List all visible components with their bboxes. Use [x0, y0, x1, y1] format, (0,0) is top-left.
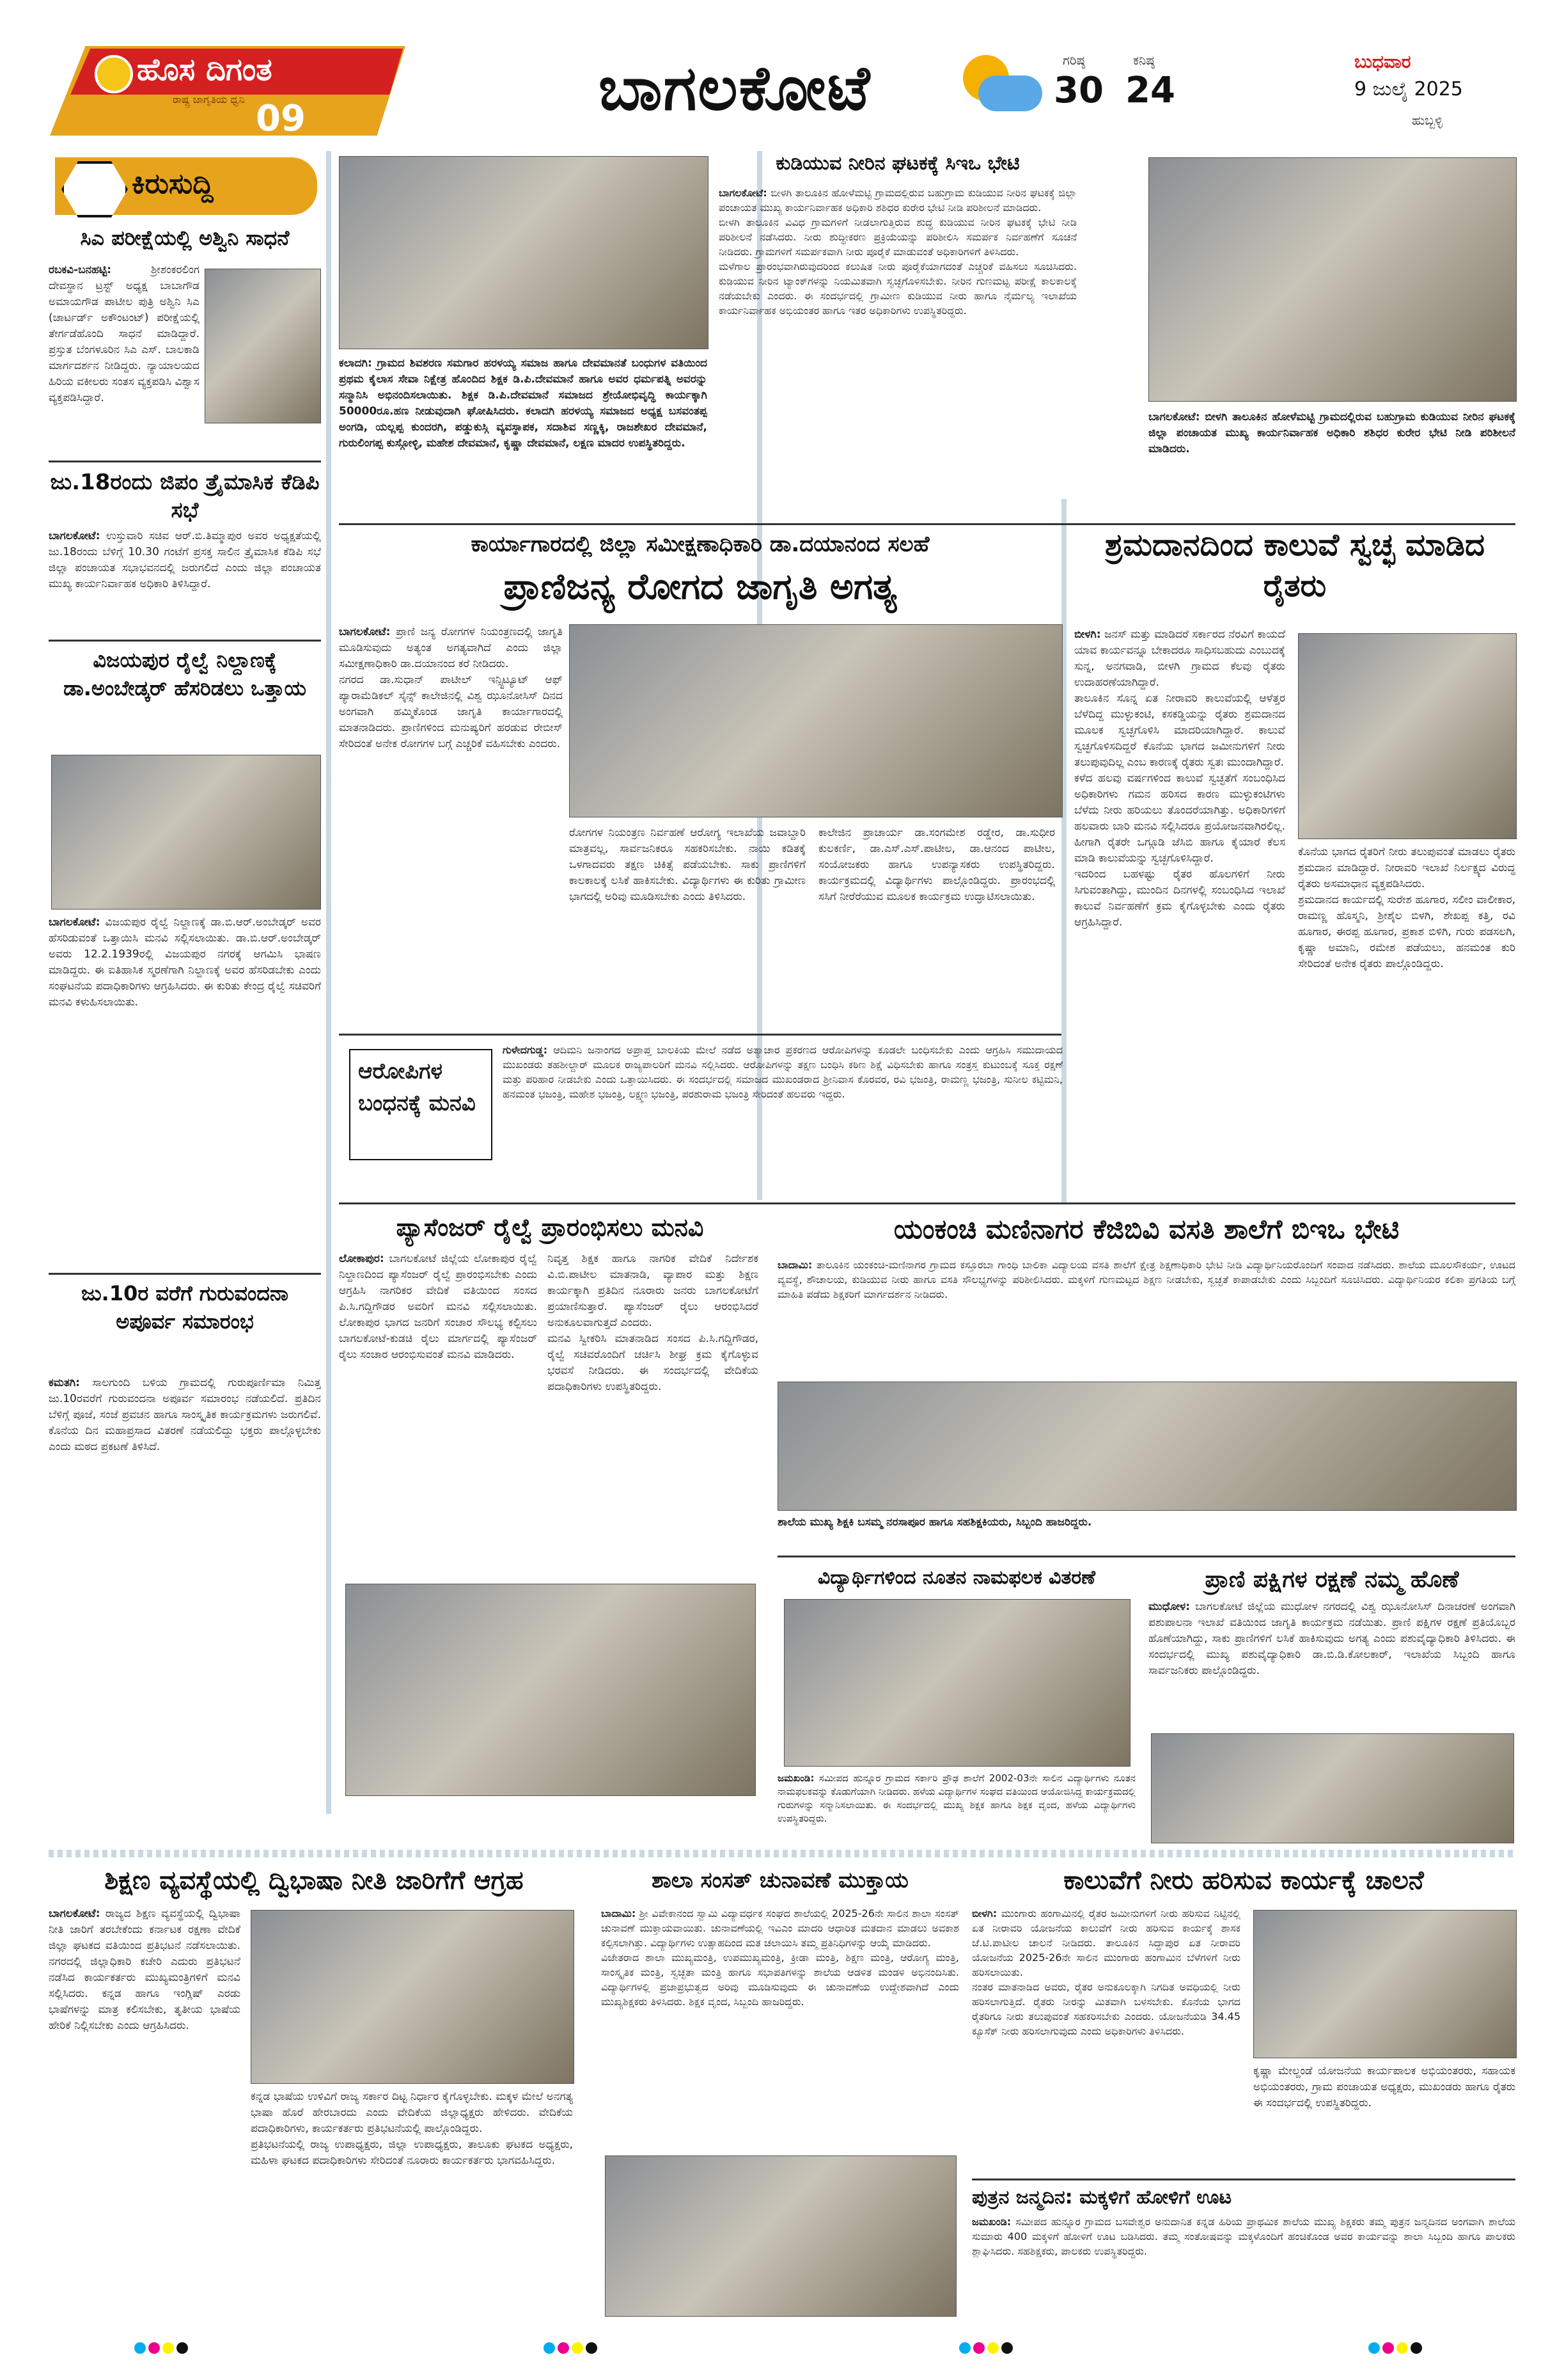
canal-water-body2: ಕೃಷ್ಣಾ ಮೇಲ್ದಂಡೆ ಯೋಜನೆಯ ಕಾರ್ಯಪಾಲಕ ಅಭಿಯಂತರರು, ಸಹಾಯಕ ಅಭಿಯಂತರರು, ಗ್ರಾಮ ಪಂಚಾಯತ ಅಧ್ಯಕ್ಷರು, ಮುಖಂಡರು ಹಾಗೂ ರೈತರು ಈ ಸಂದರ್ಭದಲ್ಲಿ ಉಪಸ್ಥಿತರಿದ್ದರು. [1253, 2065, 1515, 2109]
masthead [0, 0, 1541, 154]
brand-tagline: ರಾಷ್ಟ್ರ ಜಾಗೃತಿಯ ಧ್ವನಿ [173, 93, 245, 106]
kgbv-headline: ಯಂಕಂಚಿ ಮಣಿನಾಗರ ಕೆಜಿಬಿವಿ ವಸತಿ ಶಾಲೆಗೆ ಬಿಇಒ ಭೇಟಿ [893, 1213, 1400, 1245]
kirusuddi-label: ಕಿರುಸುದ್ದಿ [132, 168, 214, 200]
issue-date: 9 ಜುಲೈ 2025 [1354, 78, 1463, 100]
nameboard-body: ಜಮಖಂಡಿ: ಸಮೀಪದ ಹುನ್ನೂರ ಗ್ರಾಮದ ಸರ್ಕಾರಿ ಪ್ರೌಢ ಶಾಲೆಗೆ 2002-03ನೇ ಸಾಲಿನ ವಿದ್ಯಾರ್ಥಿಗಳು ನೂತನ ನಾಮಫಲಕವನ್ನು ಕೊಡುಗೆಯಾಗಿ ನೀಡಿದರು. ಹಳೆಯ ವಿದ್ಯಾರ್ಥಿಗಳ ಸಂಘದ ವತಿಯಿಂದ ಆಯೋಜಿಸಿದ್ದ ಕಾರ್ಯಕ್ರಮದಲ್ಲಿ ಗುರುಗಳನ್ನು ಸನ್ಮಾನಿಸಲಾಯಿತು. ಈ ಸಂದರ್ಭದಲ್ಲಿ ಮುಖ್ಯ ಶಿಕ್ಷಕ ಹಾಗೂ ಶಿಕ್ಷಕ ವೃಂದ, ಹಳೆಯ ವಿದ್ಯಾರ್ಥಿಗಳು ಉಪಸ್ಥಿತರಿದ್ದರು. [778, 1772, 1136, 1824]
birds-body: ಮುಧೋಳ: ಬಾಗಲಕೋಟೆ ಜಿಲ್ಲೆಯ ಮುಧೋಳ ನಗರದಲ್ಲಿ ವಿಶ್ವ ಝೂನೋಸಿಸ್ ದಿನಾಚರಣೆ ಅಂಗವಾಗಿ ಪಶುಪಾಲನಾ ಇಲಾಖೆ ವತಿಯಿಂದ ಜಾಗೃತಿ ಕಾರ್ಯಕ್ರಮ ನಡೆಯಿತು. ಪ್ರಾಣಿ ಪಕ್ಷಿಗಳ ರಕ್ಷಣೆ ಪ್ರತಿಯೊಬ್ಬರ ಹೊಣೆಯಾಗಿದ್ದು, ಸಾಕು ಪ್ರಾಣಿಗಳಿಗೆ ಲಸಿಕೆ ಹಾಕಿಸುವುದು ಅಗತ್ಯ ಎಂದು ಪಶುವೈದ್ಯಾಧಿಕಾರಿ ತಿಳಿಸಿದರು. ಈ ಸಂದರ್ಭದಲ್ಲಿ ಮುಖ್ಯ ಪಶುವೈದ್ಯಾಧಿಕಾರಿ ಡಾ.ಬಿ.ಡಿ.ಕೋಲಕಾರ್, ಇಲಾಖೆಯ ಸಿಬ್ಬಂದಿ ಹಾಗೂ ಸಾರ್ವಜನಿಕರು ಪಾಲ್ಗೊಂಡಿದ್ದರು. [1148, 1600, 1515, 1677]
min-temp: 24 [1125, 70, 1175, 111]
rabies-body-right: ಕಾಲೇಜಿನ ಪ್ರಾಚಾರ್ಯ ಡಾ.ಸಂಗಮೇಶ ರಡ್ಡೇರ, ಡಾ.ಸುಧೀರ ಕುಲಕರ್ಣಿ, ಡಾ.ಎಸ್.ಎಸ್.ಪಾಟೀಲ, ಡಾ.ಆನಂದ ಪಾಟೀಲ, ಸಂಯೋಜಕರು ಹಾಗೂ ಉಪನ್ಯಾಸಕರು ಉಪಸ್ಥಿತರಿದ್ದರು. ಕಾರ್ಯಕ್ರಮದಲ್ಲಿ ವಿದ್ಯಾರ್ಥಿಗಳು ಪಾಲ್ಗೊಂಡಿದ್ದರು. ಪ್ರಾರಂಭದಲ್ಲಿ ಸಸಿಗೆ ನೀರೆರೆಯುವ ಮೂಲಕ ಕಾರ್ಯಕ್ರಮ ಉದ್ಘಾಟಿಸಲಾಯಿತು. [818, 826, 1055, 903]
canal-water-headline: ಕಾಲುವೆಗೆ ನೀರು ಹರಿಸುವ ಕಾರ್ಯಕ್ಕೆ ಚಾಲನೆ [1063, 1866, 1424, 1895]
water-headline: ಕುಡಿಯುವ ನೀರಿನ ಘಟಕಕ್ಕೆ ಸಿಇಒ ಭೇಟಿ [776, 152, 1020, 175]
canal-water-body: ಬೀಳಗಿ: ಮುಂಗಾರು ಹಂಗಾಮಿನಲ್ಲಿ ರೈತರ ಜಮೀನುಗಳಿಗೆ ನೀರು ಹರಿಸುವ ನಿಟ್ಟಿನಲ್ಲಿ ಏತ ನೀರಾವರಿ ಯೋಜನೆಯ ಕಾಲುವೆಗೆ ನೀರು ಹರಿಸುವ ಕಾರ್ಯಕ್ಕೆ ಶಾಸಕ ಜೆ.ಟಿ.ಪಾಟೀಲ ಚಾಲನೆ ನೀಡಿದರು. ತಾಲೂಕಿನ ಸಿದ್ದಾಪುರ ಏತ ನೀರಾವರಿ ಯೋಜನೆಯ 2025-26ನೇ ಸಾಲಿನ ಮುಂಗಾರು ಹಂಗಾಮಿನ ಬೆಳೆಗಳಿಗೆ ನೀರು ಹರಿಸಲಾಯಿತು. ನಂತರ ಮಾತನಾಡಿದ ಅವರು, ರೈತರ ಅನುಕೂಲಕ್ಕಾಗಿ ನಿಗದಿತ ಅವಧಿಯಲ್ಲಿ ನೀರು ಹರಿಸಲಾಗುತ್ತಿದೆ. ರೈತರು ನೀರನ್ನು ಮಿತವಾಗಿ ಬಳಸಬೇಕು. ಕೊನೆಯ ಭಾಗದ ರೈತರಿಗೂ ನೀರು ತಲುಪುವಂತೆ ಸಹಕರಿಸಬೇಕು ಎಂದರು. ಯೋಜನೆಯಡಿ 34.45 ಕ್ಯೂಸೆಕ್ ನೀರು ಹರಿಸಲಾಗುವುದು ಎಂದು ಅಧಿಕಾರಿಗಳು ತಿಳಿಸಿದರು. [972, 1907, 1240, 2037]
brief-photo [51, 755, 321, 910]
canal-clean-headline: ಶ್ರಮದಾನದಿಂದ ಕಾಲುವೆ ಸ್ವಚ್ಛ ಮಾಡಿದ ರೈತರು [1104, 527, 1485, 604]
weekday: ಬುಧವಾರ [1354, 51, 1411, 72]
city-title: ಬಾಗಲಕೋಟೆ [598, 52, 872, 124]
language-photo [251, 1910, 574, 2084]
water-body: ಬಾಗಲಕೋಟೆ: ಬೀಳಗಿ ತಾಲೂಕಿನ ಹೋಳೆಮಟ್ಟಿ ಗ್ರಾಮದಲ್ಲಿರುವ ಬಹುಗ್ರಾಮ ಕುಡಿಯುವ ನೀರಿನ ಘಟಕಕ್ಕೆ ಜಿಲ್ಲಾ ಪಂಚಾಯತ ಮುಖ್ಯ ಕಾರ್ಯನಿರ್ವಾಹಕ ಅಧಿಕಾರಿ ಶಶಿಧರ ಕುರೇರ ಭೇಟಿ ನೀಡಿ ಪರಿಶೀಲನೆ ಮಾಡಿದರು. ಬೀಳಗಿ ತಾಲೂಕಿನ ವಿವಿಧ ಗ್ರಾಮಗಳಿಗೆ ನೀಡಲಾಗುತ್ತಿರುವ ಶುದ್ಧ ಕುಡಿಯುವ ನೀರಿನ ಘಟಕಕ್ಕೆ ಭೇಟಿ ನೀಡಿ ಪರಿಶೀಲನೆ ನಡೆಸಿದರು. ನೀರು ಶುದ್ಧೀಕರಣ ಪ್ರಕ್ರಿಯೆಯನ್ನು ಪರಿಶೀಲಿಸಿ ಸಮರ್ಪಕ ನಿರ್ವಹಣೆಗೆ ಸೂಚನೆ ನೀಡಿದರು. ಗ್ರಾಮಗಳಿಗೆ ಸಮರ್ಪಕವಾಗಿ ನೀರು ಪೂರೈಕೆ ಮಾಡುವಂತೆ ಅಧಿಕಾರಿಗಳಿಗೆ ತಿಳಿಸಿದರು. ಮಳೆಗಾಲ ಪ್ರಾರಂಭವಾಗಿರುವುದರಿಂದ ಕಲುಷಿತ ನೀರು ಪೂರೈಕೆಯಾಗದಂತೆ ಎಚ್ಚರಿಕೆ ವಹಿಸಲು ಸೂಚಿಸಿದರು. ಕುಡಿಯುವ ನೀರಿನ ಟ್ಯಾಂಕ್‌ಗಳನ್ನು ನಿಯಮಿತವಾಗಿ ಸ್ವಚ್ಛಗೊಳಿಸಬೇಕು. ನೀರಿನ ಗುಣಮಟ್ಟ ಪರೀಕ್ಷೆ ಕಾಲಕಾಲಕ್ಕೆ ನಡೆಯಬೇಕು ಎಂದರು. ಈ ಸಂದರ್ಭದಲ್ಲಿ ಗ್ರಾಮೀಣ ಕುಡಿಯುವ ನೀರು ಹಾಗೂ ನೈರ್ಮಲ್ಯ ಇಲಾಖೆಯ ಕಾರ್ಯನಿರ್ವಾಹಕ ಅಭಿಯಂತರ ಹಾಗೂ ಇತರ ಅಧಿಕಾರಿಗಳು ಉಪಸ್ಥಿತರಿದ್ದರು. [719, 187, 1077, 317]
divider [339, 1202, 1515, 1204]
kaladagi-caption: ಕಲಾದಗಿ: ಗ್ರಾಮದ ಶಿವಶರಣ ಸಮಗಾರ ಹರಳಯ್ಯ ಸಮಾಜ ಹಾಗೂ ದೇವಮಾನತೆ ಬಂಧುಗಳ ವತಿಯಿಂದ ಪ್ರಥಮ ಕೈಲಾಸ ಸೇವಾ ನಿಕ್ಷೇತ್ರ ಹೊಂದಿದ ಶಿಕ್ಷಕ ಡಿ.ಪಿ.ದೇವಮಾನೆ ಹಾಗೂ ಅವರ ಧರ್ಮಪತ್ನಿ ಅವರನ್ನು ಸನ್ಮಾನಿಸಿ ಅಭಿನಂದಿಸಲಾಯಿತು. ಶಿಕ್ಷಕ ಡಿ.ಪಿ.ದೇವಮಾನೆ ಸಮಾಜದ ಶ್ರೇಯೋಭಿವೃದ್ಧಿ ಕಾರ್ಯಕ್ಕಾಗಿ 50000ರೂ.ಹಣ ನೀಡುವುದಾಗಿ ಘೋಷಿಸಿದರು. ಕಲಾದಗಿ ಹರಳಯ್ಯ ಸಮಾಜದ ಅಧ್ಯಕ್ಷ ಬಸವಂತಪ್ಪ ಅಂಗಡಿ, ಯಲ್ಲಪ್ಪ ಕುಂದರಗಿ, ಪಡ್ಡುಕುಸ್ಗಿ ವ್ಯವಸ್ಥಾಪಕ, ಸದಾಶಿವ ಸಣ್ಣಕ್ಕಿ, ರಾಜಶೇಖರ ದೇವಮಾನೆ, ಗುರುಲಿಂಗಪ್ಪ ಕುಸ್ಗೋಳ್ಳಿ, ಮಹೇಶ ದೇವಮಾನೆ, ಕೃಷ್ಣಾ ದೇವಮಾನೆ, ಲಕ್ಷಣ ಮಾದರ ಉಪಸ್ಥಿತರಿದ್ದರು. [339, 357, 707, 450]
edition: ಹುಬ್ಬಳ್ಳಿ [1412, 113, 1443, 128]
registration-marks [959, 2342, 1015, 2356]
water-photo [1148, 157, 1517, 402]
language-headline: ಶಿಕ್ಷಣ ವ್ಯವಸ್ಥೆಯಲ್ಲಿ ದ್ವಿಭಾಷಾ ನೀತಿ ಜಾರಿಗೆಗೆ ಆಗ್ರಹ [104, 1866, 524, 1895]
column-rule [326, 151, 334, 1814]
registration-marks [134, 2342, 191, 2356]
section-divider-band [49, 1850, 1515, 1857]
kaladagi-photo [339, 156, 708, 349]
kgbv-body: ಬಾದಾಮಿ: ತಾಲೂಕಿನ ಯಂಕಂಚಿ-ಮಣಿನಾಗರ ಗ್ರಾಮದ ಕಸ್ತೂರಬಾ ಗಾಂಧಿ ಬಾಲಿಕಾ ವಿದ್ಯಾಲಯ ವಸತಿ ಶಾಲೆಗೆ ಕ್ಷೇತ್ರ ಶಿಕ್ಷಣಾಧಿಕಾರಿ ಭೇಟಿ ನೀಡಿ ವಿದ್ಯಾರ್ಥಿನಿಯರೊಂದಿಗೆ ಸಂವಾದ ನಡೆಸಿದರು. ಶಾಲೆಯ ಮೂಲಸೌಕರ್ಯ, ಊಟದ ವ್ಯವಸ್ಥೆ, ಶೌಚಾಲಯ, ಕುಡಿಯುವ ನೀರು ಹಾಗೂ ವಸತಿ ಸೌಲಭ್ಯಗಳನ್ನು ಪರಿಶೀಲಿಸಿದರು. ಮಕ್ಕಳಿಗೆ ಗುಣಮಟ್ಟದ ಶಿಕ್ಷಣ ನೀಡಬೇಕು, ಸ್ವಚ್ಛತೆ ಕಾಪಾಡಬೇಕು ಎಂದು ಸಿಬ್ಬಂದಿಗೆ ಸೂಚಿಸಿದರು. ವಿದ್ಯಾರ್ಥಿನಿಯರ ಕಲಿಕಾ ಪ್ರಗತಿಯ ಬಗ್ಗೆ ಮಾಹಿತಿ ಪಡೆದು ಶಿಕ್ಷಕರಿಗೆ ಮಾರ್ಗದರ್ಶನ ನೀಡಿದರು. [778, 1259, 1515, 1300]
rabies-photo [569, 624, 1063, 817]
rabies-body-mid: ರೋಗಗಳ ನಿಯಂತ್ರಣ ನಿರ್ವಹಣೆ ಆರೋಗ್ಯ ಇಲಾಖೆಯ ಜವಾಬ್ದಾರಿ ಮಾತ್ರವಲ್ಲ, ಸಾರ್ವಜನಿಕರೂ ಸಹಕರಿಸಬೇಕು. ನಾಯಿ ಕಡಿತಕ್ಕೆ ಒಳಗಾದವರು ತಕ್ಷಣ ಚಿಕಿತ್ಸೆ ಪಡೆಯಬೇಕು. ಸಾಕು ಪ್ರಾಣಿಗಳಿಗೆ ಕಾಲಕಾಲಕ್ಕೆ ಲಸಿಕೆ ಹಾಕಿಸಬೇಕು. ವಿದ್ಯಾರ್ಥಿಗಳು ಈ ಕುರಿತು ಗ್ರಾಮೀಣ ಭಾಗದಲ್ಲಿ ಅರಿವು ಮೂಡಿಸಬೇಕು ಎಂದು ತಿಳಿಸಿದರು. [569, 826, 806, 903]
nameboard-headline: ವಿದ್ಯಾರ್ಥಿಗಳಿಂದ ನೂತನ ನಾಮಫಲಕ ವಿತರಣೆ [817, 1566, 1096, 1589]
lunch-body: ಜಮಖಂಡಿ: ಸಮೀಪದ ಹುನ್ನೂರ ಗ್ರಾಮದ ಬಸವೇಶ್ವರ ಅನುದಾನಿತ ಕನ್ನಡ ಹಿರಿಯ ಪ್ರಾಥಮಿಕ ಶಾಲೆಯ ಮುಖ್ಯ ಶಿಕ್ಷಕರು ತಮ್ಮ ಪುತ್ರನ ಜನ್ಮದಿನದ ಅಂಗವಾಗಿ ಶಾಲೆಯ ಸುಮಾರು 400 ಮಕ್ಕಳಿಗೆ ಹೋಳಿಗೆ ಊಟ ಬಡಿಸಿದರು. ತಮ್ಮ ಸಂತೋಷವನ್ನು ಮಕ್ಕಳೊಂದಿಗೆ ಹಂಚಿಕೊಂಡ ಅವರ ಕಾರ್ಯವನ್ನು ಶಾಲಾ ಸಿಬ್ಬಂದಿ ಹಾಗೂ ಪಾಲಕರು ಶ್ಲಾಘಿಸಿದರು. ಸಹಶಿಕ್ಷಕರು, ಪಾಲಕರು ಉಪಸ್ಥಿತರಿದ್ದರು. [972, 2216, 1515, 2257]
brief-headline: ಸಿಎ ಪರೀಕ್ಷೆಯಲ್ಲಿ ಅಶ್ವಿನಿ ಸಾಧನೆ [80, 226, 290, 250]
rabies-kicker: ಕಾರ್ಯಾಗಾರದಲ್ಲಿ ಜಿಲ್ಲಾ ಸಮೀಕ್ಷಣಾಧಿಕಾರಿ ಡಾ.ದಯಾನಂದ ಸಲಹೆ [471, 532, 930, 557]
canal-clean-body2: ಕೊನೆಯ ಭಾಗದ ರೈತರಿಗೆ ನೀರು ತಲುಪುವಂತೆ ಮಾಡಲು ರೈತರು ಶ್ರಮದಾನ ಮಾಡಿದ್ದಾರೆ. ನೀರಾವರಿ ಇಲಾಖೆ ನಿರ್ಲಕ್ಷ್ಯದ ವಿರುದ್ಧ ರೈತರು ಅಸಮಾಧಾನ ವ್ಯಕ್ತಪಡಿಸಿದರು. ಶ್ರಮದಾನದ ಕಾರ್ಯದಲ್ಲಿ ಸುರೇಶ ಹೂಗಾರ, ಸಲೀಂ ವಾಲೀಕಾರ, ರಾಮಣ್ಣ ಹೊಸ್ಮನಿ, ಶ್ರೀಶೈಲ ಬಿಳಗಿ, ಶೇಖಪ್ಪ ಕತ್ತಿ, ರವಿ ಹೂಗಾರ, ಈರಪ್ಪ ಹೂಗಾರ, ಪ್ರಕಾಶ ಬಿಳಿಗಿ, ಗುರು ಪಡಸಲಗಿ, ಕೃಷ್ಣಾ ಅಮಾನಿ, ರಮೇಶ ಪಡೆಯಲು, ಹನಮಂತ ಕುರಿ ಸೇರಿದಂತೆ ಅನೇಕ ರೈತರು ಪಾಲ್ಗೊಂಡಿದ್ದರು. [1298, 846, 1515, 970]
arrest-label: ಆರೋಪಿಗಳ ಬಂಧನಕ್ಕೆ ಮನವಿ [358, 1059, 476, 1116]
page-number: 09 [256, 98, 306, 139]
rabies-headline: ಪ್ರಾಣಿಜನ್ಯ ರೋಗದ ಜಾಗೃತಿ ಅಗತ್ಯ [503, 566, 897, 608]
water-photo-caption: ಬಾಗಲಕೋಟೆ: ಬೀಳಗಿ ತಾಲೂಕಿನ ಹೋಳೆಮಟ್ಟಿ ಗ್ರಾಮದಲ್ಲಿರುವ ಬಹುಗ್ರಾಮ ಕುಡಿಯುವ ನೀರಿನ ಘಟಕಕ್ಕೆ ಜಿಲ್ಲಾ ಪಂಚಾಯತ ಮುಖ್ಯ ಕಾರ್ಯನಿರ್ವಾಹಕ ಅಧಿಕಾರಿ ಶಶಿಧರ ಕುರೇರ ಭೇಟಿ ನೀಡಿ ಪರಿಶೀಲನೆ ಮಾಡಿದರು. [1148, 411, 1515, 455]
parliament-photo [605, 2155, 957, 2317]
canal-water-photo [1253, 1910, 1517, 2058]
brand-name: ಹೊಸ ದಿಗಂತ [137, 52, 272, 88]
canal-clean-body: ಬೀಳಗಿ: ಜನಸ್ ಮತ್ತು ಮಾಡಿದರೆ ಸರ್ಕಾರದ ನೆರವಿಗೆ ಕಾಯದೆ ಯಾವ ಕಾರ್ಯವನ್ನೂ ಬೇಕಾದರೂ ಸಾಧಿಸಬಹುದು ಎಂಬುದಕ್ಕೆ ಸುನ್ನ, ಅನಗವಾಡಿ, ಬೀಳಗಿ ಗ್ರಾಮದ ಕೆಲವು ರೈತರು ಉದಾಹರಣೆಯಾಗಿದ್ದಾರೆ. ತಾಲೂಕಿನ ಸೊನ್ನ ಏತ ನೀರಾವರಿ ಕಾಲುವೆಯಲ್ಲಿ ಆಳೆತ್ತರ ಬೆಳೆದಿದ್ದ ಮುಳ್ಳುಕಂಟಿ, ಕಸಕಡ್ಡಿಯನ್ನು ರೈತರು ಶ್ರಮದಾನದ ಮೂಲಕ ಸ್ವಚ್ಛಗೊಳಿಸಿ ಮಾದರಿಯಾಗಿದ್ದಾರೆ. ಕಾಲುವೆ ಸ್ವಚ್ಛಗೊಳಿಸದಿದ್ದರೆ ಕೊನೆಯ ಭಾಗದ ಜಮೀನುಗಳಿಗೆ ನೀರು ತಲುಪುವುದಿಲ್ಲ ಎಂಬ ಕಾರಣಕ್ಕೆ ರೈತರು ಸ್ವತಃ ಮುಂದಾಗಿದ್ದಾರೆ. ಕಳೆದ ಹಲವು ವರ್ಷಗಳಿಂದ ಕಾಲುವೆ ಸ್ವಚ್ಛತೆಗೆ ಸಂಬಂಧಿಸಿದ ಅಧಿಕಾರಿಗಳು ಗಮನ ಹರಿಸದ ಕಾರಣ ಮುಳ್ಳುಕಂಟಿಗಳು ಬೆಳೆದು ನೀರು ಹರಿಯಲು ತೊಂದರೆಯಾಗಿತ್ತು. ಅಧಿಕಾರಿಗಳಿಗೆ ಹಲವಾರು ಬಾರಿ ಮನವಿ ಸಲ್ಲಿಸಿದರೂ ಪ್ರಯೋಜನವಾಗಿರಲಿಲ್ಲ. ಹೀಗಾಗಿ ರೈತರೇ ಒಗ್ಗೂಡಿ ಜೆಸಿಬಿ ಹಾಗೂ ಕೈಯಾರೆ ಕೆಲಸ ಮಾಡಿ ಕಾಲುವೆಯನ್ನು ಸ್ವಚ್ಛಗೊಳಿಸಿದ್ದಾರೆ. ಇದರಿಂದ ಬಹಳಷ್ಟು ರೈತರ ಹೊಲಗಳಿಗೆ ನೀರು ಸಿಗುವಂತಾಗಿದ್ದು, ಮುಂದಿನ ದಿನಗಳಲ್ಲಿ ಸಂಬಂಧಿಸಿದ ಇಲಾಖೆ ಕಾಲುವೆ ನಿರ್ವಹಣೆಗೆ ಕ್ರಮ ಕೈಗೊಳ್ಳಬೇಕು ಎಂದು ರೈತರು ಆಗ್ರಹಿಸಿದ್ದಾರೆ. [1074, 628, 1285, 929]
language-body: ಬಾಗಲಕೋಟೆ: ರಾಜ್ಯದ ಶಿಕ್ಷಣ ವ್ಯವಸ್ಥೆಯಲ್ಲಿ ದ್ವಿಭಾಷಾ ನೀತಿ ಜಾರಿಗೆ ತರಬೇಕೆಂದು ಕರ್ನಾಟಕ ರಕ್ಷಣಾ ವೇದಿಕೆ ಜಿಲ್ಲಾ ಘಟಕದ ವತಿಯಿಂದ ಪ್ರತಿಭಟನೆ ನಡೆಸಲಾಯಿತು. ನಗರದಲ್ಲಿ ಜಿಲ್ಲಾಧಿಕಾರಿ ಕಚೇರಿ ಎದುರು ಪ್ರತಿಭಟನೆ ನಡೆಸಿದ ಕಾರ್ಯಕರ್ತರು ಮುಖ್ಯಮಂತ್ರಿಗಳಿಗೆ ಮನವಿ ಸಲ್ಲಿಸಿದರು. ಕನ್ನಡ ಹಾಗೂ ಇಂಗ್ಲಿಷ್ ಎರಡು ಭಾಷೆಗಳನ್ನು ಮಾತ್ರ ಕಲಿಸಬೇಕು, ತೃತೀಯ ಭಾಷೆಯ ಹೇರಿಕೆ ನಿಲ್ಲಿಸಬೇಕು ಎಂದು ಆಗ್ರಹಿಸಿದರು. [49, 1907, 240, 2032]
parliament-headline: ಶಾಲಾ ಸಂಸತ್ ಚುನಾವಣೆ ಮುಕ್ತಾಯ [652, 1868, 909, 1893]
parliament-body: ಬಾದಾಮಿ: ಶ್ರೀ ವಿವೇಕಾನಂದ ಸ್ವಾಮಿ ವಿದ್ಯಾವರ್ಧಕ ಸಂಘದ ಶಾಲೆಯಲ್ಲಿ 2025-26ನೇ ಸಾಲಿನ ಶಾಲಾ ಸಂಸತ್ ಚುನಾವಣೆ ಮುಕ್ತಾಯವಾಯಿತು. ಚುನಾವಣೆಯಲ್ಲಿ ಇವಿಎಂ ಮಾದರಿ ಆಧಾರಿತ ಮತದಾನ ಮಾಡಲು ಅವಕಾಶ ಕಲ್ಪಿಸಲಾಗಿತ್ತು. ವಿದ್ಯಾರ್ಥಿಗಳು ಉತ್ಸಾಹದಿಂದ ಮತ ಚಲಾಯಿಸಿ ತಮ್ಮ ಪ್ರತಿನಿಧಿಗಳನ್ನು ಆಯ್ಕೆ ಮಾಡಿದರು. ವಿಜೇತರಾದ ಶಾಲಾ ಮುಖ್ಯಮಂತ್ರಿ, ಉಪಮುಖ್ಯಮಂತ್ರಿ, ಕ್ರೀಡಾ ಮಂತ್ರಿ, ಶಿಕ್ಷಣ ಮಂತ್ರಿ, ಆರೋಗ್ಯ ಮಂತ್ರಿ, ಸಾಂಸ್ಕೃತಿಕ ಮಂತ್ರಿ, ಸ್ವಚ್ಛತಾ ಮಂತ್ರಿ ಹಾಗೂ ಸಭಾಪತಿಗಳನ್ನು ಶಾಲೆಯ ಆಡಳಿತ ಮಂಡಳಿ ಅಭಿನಂದಿಸಿತು. ವಿದ್ಯಾರ್ಥಿಗಳಲ್ಲಿ ಪ್ರಜಾಪ್ರಭುತ್ವದ ಅರಿವು ಮೂಡಿಸುವುದು ಈ ಚುನಾವಣೆಯ ಉದ್ದೇಶವಾಗಿದೆ ಎಂದು ಮುಖ್ಯಶಿಕ್ಷಕರು ತಿಳಿಸಿದರು. ಶಿಕ್ಷಕ ವೃಂದ, ಸಿಬ್ಬಂದಿ ಹಾಜರಿದ್ದರು. [601, 1907, 959, 2008]
min-temp-label: ಕನಿಷ್ಠ [1133, 52, 1155, 68]
train-headline: ಪ್ಯಾಸೆಂಜರ್ ರೈಲ್ವೆ ಪ್ರಾರಂಭಿಸಲು ಮನವಿ [396, 1213, 704, 1241]
weather-cloud-icon [978, 75, 1042, 111]
divider [49, 1273, 321, 1275]
lunch-headline: ಪುತ್ರನ ಜನ್ಮದಿನ: ಮಕ್ಕಳಿಗೆ ಹೋಳಿಗೆ ಊಟ [972, 2186, 1232, 2209]
max-temp-label: ಗರಿಷ್ಠ [1063, 52, 1085, 68]
divider [972, 2179, 1515, 2180]
divider [49, 640, 321, 642]
brief-photo [205, 269, 321, 423]
registration-marks [544, 2342, 600, 2356]
brief-body: ಬಾಗಲಕೋಟೆ: ಉಸ್ತುವಾರಿ ಸಚಿವ ಆರ್.ಬಿ.ತಿಮ್ಮಾಪುರ ಅವರ ಅಧ್ಯಕ್ಷತೆಯಲ್ಲಿ ಜು.18ರಂದು ಬೆಳಿಗ್ಗೆ 10.30 ಗಂಟೆಗೆ ಪ್ರಸಕ್ತ ಸಾಲಿನ ತ್ರೈಮಾಸಿಕ ಕೆಡಿಪಿ ಸಭೆ ಜಿಲ್ಲಾ ಪಂಚಾಯತ ಸಭಾಭವನದಲ್ಲಿ ಜರುಗಲಿದೆ ಎಂದು ಜಿಲ್ಲಾ ಪಂಚಾಯತ ಮುಖ್ಯ ಕಾರ್ಯನಿರ್ವಾಹಕ ಅಧಿಕಾರಿ ತಿಳಿಸಿದ್ದಾರೆ. [49, 530, 321, 590]
max-temp: 30 [1054, 70, 1104, 111]
divider [778, 1556, 1515, 1557]
canal-clean-photo [1298, 633, 1517, 839]
registration-marks [1368, 2342, 1425, 2356]
kgbv-photo [778, 1382, 1517, 1511]
brief-body: ಕಮತಗಿ: ಸಾಲಗುಂದಿ ಬಳಿಯ ಗ್ರಾಮದಲ್ಲಿ ಗುರುಪೂರ್ಣಿಮಾ ನಿಮಿತ್ತ ಜು.10ರವರೆಗೆ ಗುರುವಂದನಾ ಅಪೂರ್ವ ಸಮಾರಂಭ ನಡೆಯಲಿದೆ. ಪ್ರತಿದಿನ ಬೆಳಿಗ್ಗೆ ಪೂಜೆ, ಸಂಜೆ ಪ್ರವಚನ ಹಾಗೂ ಸಾಂಸ್ಕೃತಿಕ ಕಾರ್ಯಕ್ರಮಗಳು ಜರುಗಲಿವೆ. ಕೊನೆಯ ದಿನ ಮಹಾಪ್ರಸಾದ ವಿತರಣೆ ನಡೆಯಲಿದ್ದು ಭಕ್ತರು ಪಾಲ್ಗೊಳ್ಳಬೇಕು ಎಂದು ಮಠದ ಪ್ರಕಟಣೆ ತಿಳಿಸಿದೆ. [49, 1376, 321, 1453]
divider [339, 1034, 1061, 1036]
birds-photo [1151, 1733, 1514, 1843]
brief-body: ರಬಕವಿ-ಬನಹಟ್ಟಿ: ಶ್ರೀಶಂಕರಲಿಂಗ ದೇವಸ್ಥಾನ ಟ್ರಸ್ಟ್ ಅಧ್ಯಕ್ಷ ಬಾಬಾಗೌಡ ಅಮಾಯಗೌಡ ಪಾಟೀಲ ಪುತ್ರಿ ಅಶ್ವಿನಿ ಸಿಎ (ಚಾರ್ಟರ್ಡ್ ಅಕೌಂಟಂಟ್) ಪರೀಕ್ಷೆಯಲ್ಲಿ ತೇರ್ಗಡೆಹೊಂದಿ ಸಾಧನೆ ಮಾಡಿದ್ದಾರೆ. ಪ್ರಸ್ತುತ ಬೆಂಗಳೂರಿನ ಸಿಎ ಎಸ್. ಬಾಲಕಾಡಿ ಮಾರ್ಗದರ್ಶನ ನೀಡಿದ್ದರು. ನ್ಯಾಯಾಲಯದ ಹಿರಿಯ ವಕೀಲರು ಸಂತಸ ವ್ಯಕ್ತಪಡಿಸಿ ವಿಶ್ವಾಸ ವ್ಯಕ್ತಪಡಿಸಿದ್ದಾರೆ. [49, 264, 199, 404]
brand-logo-icon [95, 55, 133, 93]
birds-headline: ಪ್ರಾಣಿ ಪಕ್ಷಿಗಳ ರಕ್ಷಣೆ ನಮ್ಮ ಹೊಣೆ [1205, 1566, 1459, 1593]
brief-headline: ಜು.18ರಂದು ಜಿಪಂ ತ್ರೈಮಾಸಿಕ ಕೆಡಿಪಿ ಸಭೆ [50, 469, 320, 523]
train-photo [345, 1584, 756, 1796]
brief-body: ಬಾಗಲಕೋಟೆ: ವಿಜಯಪುರ ರೈಲ್ವೆ ನಿಲ್ದಾಣಕ್ಕೆ ಡಾ.ಬಿ.ಆರ್.ಅಂಬೇಡ್ಕರ್ ಅವರ ಹೆಸರಿಡುವಂತೆ ಒತ್ತಾಯಿಸಿ ಮನವಿ ಸಲ್ಲಿಸಲಾಯಿತು. ಡಾ.ಬಿ.ಆರ್.ಅಂಬೇಡ್ಕರ್ ಅವರು 12.2.1939ರಲ್ಲಿ ವಿಜಯಪುರ ನಗರಕ್ಕೆ ಆಗಮಿಸಿ ಭಾಷಣ ಮಾಡಿದ್ದರು. ಈ ಐತಿಹಾಸಿಕ ಸ್ಮರಣೆಗಾಗಿ ನಿಲ್ದಾಣಕ್ಕೆ ಅವರ ಹೆಸರಿಡಬೇಕು ಎಂದು ಸಂಘಟನೆಯ ಪದಾಧಿಕಾರಿಗಳು ಆಗ್ರಹಿಸಿದರು. ಈ ಕುರಿತು ಕೇಂದ್ರ ರೈಲ್ವೆ ಸಚಿವರಿಗೆ ಮನವಿ ಕಳುಹಿಸಲಾಯಿತು. [49, 916, 321, 1009]
arrest-body: ಗುಳೇದಗುಡ್ಡ: ಆದಿಮನಿ ಜನಾಂಗದ ಅಪ್ರಾಪ್ತ ಬಾಲಕಿಯ ಮೇಲೆ ನಡೆದ ಅತ್ಯಾಚಾರ ಪ್ರಕರಣದ ಆರೋಪಿಗಳನ್ನು ಕೂಡಲೇ ಬಂಧಿಸಬೇಕು ಎಂದು ಆಗ್ರಹಿಸಿ ಸಮುದಾಯದ ಮುಖಂಡರು ತಹಶೀಲ್ದಾರ್ ಮೂಲಕ ರಾಜ್ಯಪಾಲರಿಗೆ ಮನವಿ ಸಲ್ಲಿಸಿದರು. ಆರೋಪಿಗಳನ್ನು ತಕ್ಷಣ ಬಂಧಿಸಿ ಕಠಿಣ ಶಿಕ್ಷೆ ವಿಧಿಸಬೇಕು ಹಾಗೂ ಸಂತ್ರಸ್ತ ಕುಟುಂಬಕ್ಕೆ ಸೂಕ್ತ ರಕ್ಷಣೆ ಮತ್ತು ಪರಿಹಾರ ನೀಡಬೇಕು ಎಂದು ಒತ್ತಾಯಿಸಿದರು. ಈ ಸಂದರ್ಭದಲ್ಲಿ ಸಮಾಜದ ಮುಖಂಡರಾದ ಶ್ರೀನಿವಾಸ ಕೊರವರ, ರವಿ ಭಜಂತ್ರಿ, ರಾಮಣ್ಣ ಭಜಂತ್ರಿ, ಸುನೀಲ ಕಟ್ಟಿಮನಿ, ಹನಮಂತ ಭಜಂತ್ರಿ, ಮಹೇಶ ಭಜಂತ್ರಿ, ಲಕ್ಷ್ಮಣ ಭಜಂತ್ರಿ, ಪರಶುರಾಮ ಭಜಂತ್ರಿ ಸೇರಿದಂತೆ ಹಲವರು ಇದ್ದರು. [503, 1044, 1063, 1100]
brief-headline: ವಿಜಯಪುರ ರೈಲ್ವೆ ನಿಲ್ದಾಣಕ್ಕೆ ಡಾ.ಅಂಬೇಡ್ಕರ್ ಹೆಸರಿಡಲು ಒತ್ತಾಯ [63, 648, 306, 700]
train-body: ಲೋಕಾಪುರ: ಬಾಗಲಕೋಟೆ ಜಿಲ್ಲೆಯ ಲೋಕಾಪುರ ರೈಲ್ವೆ ನಿಲ್ದಾಣದಿಂದ ಪ್ಯಾಸೆಂಜರ್ ರೈಲ್ವೆ ಪ್ರಾರಂಭಿಸಬೇಕು ಎಂದು ಆಗ್ರಹಿಸಿ ನಾಗರಿಕರ ವೇದಿಕೆ ವತಿಯಿಂದ ಸಂಸದ ಪಿ.ಸಿ.ಗದ್ದಿಗೌಡರ ಅವರಿಗೆ ಮನವಿ ಸಲ್ಲಿಸಲಾಯಿತು. ಲೋಕಾಪುರ ಭಾಗದ ಜನರಿಗೆ ಸಂಚಾರ ಸೌಲಭ್ಯ ಕಲ್ಪಿಸಲು ಬಾಗಲಕೋಟೆ-ಕುಡಚಿ ರೈಲು ಮಾರ್ಗದಲ್ಲಿ ಪ್ಯಾಸೆಂಜರ್ ರೈಲು ಸಂಚಾರ ಆರಂಭಿಸುವಂತೆ ಮನವಿ ಮಾಡಿದರು. [339, 1252, 537, 1361]
kgbv-photo-caption: ಶಾಲೆಯ ಮುಖ್ಯ ಶಿಕ್ಷಕಿ ಬಸಮ್ಮ ನರಸಾಪೂರ ಹಾಗೂ ಸಹಶಿಕ್ಷಕಿಯರು, ಸಿಬ್ಬಂದಿ ಹಾಜರಿದ್ದರು. [778, 1516, 1092, 1529]
train-body2: ನಿವೃತ್ತ ಶಿಕ್ಷಕ ಹಾಗೂ ನಾಗರಿಕ ವೇದಿಕೆ ನಿರ್ದೇಶಕ ವಿ.ಬಿ.ಪಾಟೀಲ ಮಾತನಾಡಿ, ವ್ಯಾಪಾರ ಮತ್ತು ಶಿಕ್ಷಣ ಕಾರ್ಯಕ್ಕಾಗಿ ಪ್ರತಿದಿನ ನೂರಾರು ಜನರು ಬಾಗಲಕೋಟೆಗೆ ಪ್ರಯಾಣಿಸುತ್ತಾರೆ. ಪ್ಯಾಸೆಂಜರ್ ರೈಲು ಆರಂಭಿಸಿದರೆ ಅನುಕೂಲವಾಗುತ್ತದೆ ಎಂದರು. ಮನವಿ ಸ್ವೀಕರಿಸಿ ಮಾತನಾಡಿದ ಸಂಸದ ಪಿ.ಸಿ.ಗದ್ದಿಗೌಡರ, ರೈಲ್ವೆ ಸಚಿವರೊಂದಿಗೆ ಚರ್ಚಿಸಿ ಶೀಘ್ರ ಕ್ರಮ ಕೈಗೊಳ್ಳುವ ಭರವಸೆ ನೀಡಿದರು. ಈ ಸಂದರ್ಭದಲ್ಲಿ ವೇದಿಕೆಯ ಪದಾಧಿಕಾರಿಗಳು ಉಪಸ್ಥಿತರಿದ್ದರು. [547, 1252, 758, 1393]
divider [49, 461, 321, 462]
language-body2: ಕನ್ನಡ ಭಾಷೆಯ ಉಳಿವಿಗೆ ರಾಜ್ಯ ಸರ್ಕಾರ ದಿಟ್ಟ ನಿರ್ಧಾರ ಕೈಗೊಳ್ಳಬೇಕು. ಮಕ್ಕಳ ಮೇಲೆ ಅನಗತ್ಯ ಭಾಷಾ ಹೊರೆ ಹೇರಬಾರದು ಎಂದು ವೇದಿಕೆಯ ಜಿಲ್ಲಾಧ್ಯಕ್ಷರು ಹೇಳಿದರು. ವೇದಿಕೆಯ ಪದಾಧಿಕಾರಿಗಳು, ಕಾರ್ಯಕರ್ತರು ಪ್ರತಿಭಟನೆಯಲ್ಲಿ ಪಾಲ್ಗೊಂಡಿದ್ದರು. ಪ್ರತಿಭಟನೆಯಲ್ಲಿ ರಾಜ್ಯ ಉಪಾಧ್ಯಕ್ಷರು, ಜಿಲ್ಲಾ ಉಪಾಧ್ಯಕ್ಷರು, ತಾಲೂಕು ಘಟಕದ ಅಧ್ಯಕ್ಷರು, ಮಹಿಳಾ ಘಟಕದ ಪದಾಧಿಕಾರಿಗಳು ಸೇರಿದಂತೆ ನೂರಾರು ಕಾರ್ಯಕರ್ತರು ಭಾಗವಹಿಸಿದ್ದರು. [251, 2090, 573, 2167]
nameboard-photo [784, 1599, 1130, 1767]
rabies-body-left: ಬಾಗಲಕೋಟೆ: ಪ್ರಾಣಿ ಜನ್ಯ ರೋಗಗಳ ನಿಯಂತ್ರಣದಲ್ಲಿ ಜಾಗೃತಿ ಮೂಡಿಸುವುದು ಅತ್ಯಂತ ಅಗತ್ಯವಾಗಿದೆ ಎಂದು ಜಿಲ್ಲಾ ಸಮೀಕ್ಷಣಾಧಿಕಾರಿ ಡಾ.ದಯಾನಂದ ಕರೆ ನೀಡಿದರು. ನಗರದ ಡಾ.ಸುಧಾನ್ ಪಾಟೀಲ್ ಇನ್ಸ್ಟಿಟ್ಯೂಟ್ ಆಫ್ ಪ್ಯಾರಾಮೆಡಿಕಲ್ ಸೈನ್ಸ್ ಕಾಲೇಜಿನಲ್ಲಿ ವಿಶ್ವ ಝೂನೋಸಿಸ್ ದಿನದ ಅಂಗವಾಗಿ ಹಮ್ಮಿಕೊಂಡ ಜಾಗೃತಿ ಕಾರ್ಯಾಗಾರದಲ್ಲಿ ಮಾತನಾಡಿದರು. ಪ್ರಾಣಿಗಳಿಂದ ಮನುಷ್ಯರಿಗೆ ಹರಡುವ ರೇಬೀಸ್ ಸೇರಿದಂತೆ ಅನೇಕ ರೋಗಗಳ ಬಗ್ಗೆ ಎಚ್ಚರಿಕೆ ವಹಿಸಬೇಕು ಎಂದರು. [339, 626, 563, 750]
brief-headline: ಜು.10ರ ವರೆಗೆ ಗುರುವಂದನಾ ಅಪೂರ್ವ ಸಮಾರಂಭ [81, 1281, 288, 1334]
